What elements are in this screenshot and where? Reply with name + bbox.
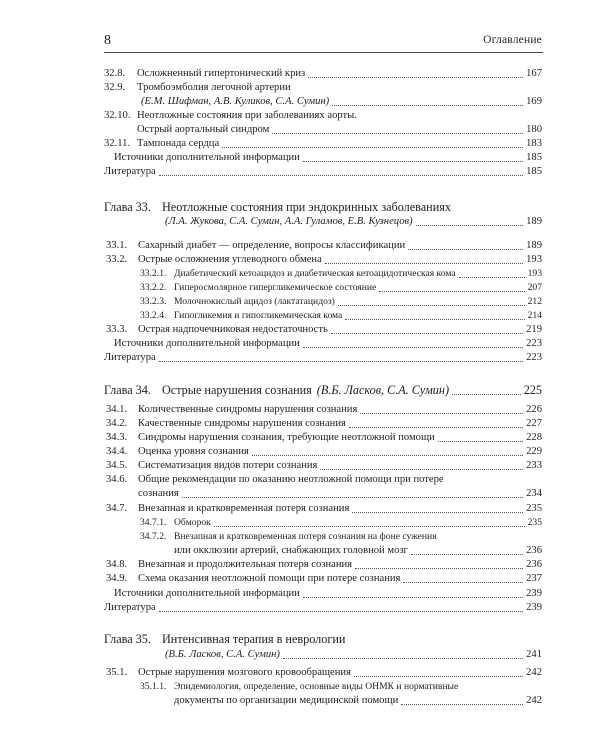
- dot-leader: [416, 225, 523, 226]
- author-line: (В.Б. Ласков, С.А. Сумин): [165, 649, 280, 660]
- entry-title: Внезапная и продолжительная потеря сознания: [138, 559, 353, 570]
- entry-title: Внезапная и кратковременная потеря сознания на фоне сужения: [174, 531, 437, 542]
- chapter-title: Неотложные состояния при эндокринных заболеваниях: [162, 200, 451, 214]
- section-number: 33.2.2.: [140, 282, 167, 293]
- page-ref: 235: [527, 517, 542, 528]
- toc-row: [0, 215, 600, 229]
- section-number: 34.2.: [106, 418, 128, 429]
- toc-row: [0, 295, 600, 309]
- toc-row: [0, 151, 600, 165]
- section-number: 35.1.1.: [140, 681, 167, 692]
- page-ref: 233: [526, 460, 542, 471]
- entry-title: Синдромы нарушения сознания, требующие неотложной помощи: [138, 432, 435, 443]
- dot-leader: [272, 133, 523, 134]
- dot-leader: [401, 704, 523, 705]
- toc-row: [0, 137, 600, 151]
- dot-leader: [331, 333, 523, 334]
- section-number: 32.10.: [104, 110, 131, 121]
- entry-title: Острый аортальный синдром: [137, 124, 270, 135]
- section-number: 34.3.: [106, 432, 128, 443]
- page-ref: 185: [526, 152, 542, 163]
- entry-title: сознания: [138, 488, 179, 499]
- dot-leader: [320, 469, 523, 470]
- section-number: 34.6.: [106, 474, 128, 485]
- entry-title: Гиперосмолярное гипергликемическое состояние: [174, 282, 377, 293]
- page-ref: 223: [526, 338, 542, 349]
- page-ref: 242: [526, 695, 542, 706]
- page-ref: 212: [527, 296, 542, 307]
- entry-title: Эпидемиология, определение, основные виды ОНМК и нормативные: [174, 681, 459, 692]
- toc-row: [0, 281, 600, 295]
- entry-title: Острая надпочечниковая недостаточность: [138, 324, 328, 335]
- toc-row: [0, 502, 600, 516]
- entry-title: Литература: [104, 602, 156, 613]
- toc-row: [0, 666, 600, 680]
- page-ref: 226: [526, 404, 542, 415]
- toc-row: [0, 239, 600, 253]
- page-ref: 228: [526, 432, 542, 443]
- dot-leader: [303, 347, 523, 348]
- entry-title: Гипогликемия и гипогликемическая кома: [174, 310, 343, 321]
- toc-row: [0, 459, 600, 473]
- page-ref: 237: [526, 573, 542, 584]
- dot-leader: [354, 676, 523, 677]
- dot-leader: [352, 512, 523, 513]
- page-ref: 183: [526, 138, 542, 149]
- entry-title: Тромбоэмболия легочной артерии: [137, 82, 291, 93]
- toc-row: [0, 95, 600, 109]
- chapter-title: Острые нарушения сознания: [162, 383, 312, 397]
- dot-leader: [159, 611, 523, 612]
- toc-row: [0, 309, 600, 323]
- entry-title: Острые осложнения углеводного обмена: [138, 254, 322, 265]
- dot-leader: [182, 497, 523, 498]
- page-ref: 227: [526, 418, 542, 429]
- page-ref: 235: [526, 503, 542, 514]
- toc-row: [0, 123, 600, 137]
- toc-row: [0, 403, 600, 417]
- section-number: 34.7.: [106, 503, 128, 514]
- entry-title: Неотложные состояния при заболеваниях аорты.: [137, 110, 357, 121]
- page-ref: 189: [526, 216, 542, 227]
- section-number: 34.7.2.: [140, 531, 167, 542]
- section-number: 32.11.: [104, 138, 131, 149]
- toc-row: [0, 632, 600, 647]
- page-ref: 219: [526, 324, 542, 335]
- page-ref: 239: [526, 602, 542, 613]
- section-number: 32.8.: [104, 68, 126, 79]
- page-ref: 189: [526, 240, 542, 251]
- page-ref: 236: [526, 545, 542, 556]
- page-ref: 214: [527, 310, 542, 321]
- toc-row: [0, 431, 600, 445]
- dot-leader: [303, 161, 523, 162]
- dot-leader: [159, 175, 523, 176]
- chapter-number: Глава 35.: [104, 632, 151, 646]
- section-number: 32.9.: [104, 82, 126, 93]
- chapter-number: Глава 33.: [104, 200, 151, 214]
- dot-leader: [332, 105, 523, 106]
- toc-row: [0, 323, 600, 337]
- author-line: (Л.А. Жукова, С.А. Сумин, А.А. Гуламов, Е.В. Кузнецов): [165, 216, 413, 227]
- page-ref: 241: [526, 649, 542, 660]
- page-ref: 242: [526, 667, 542, 678]
- entry-title: Литература: [104, 166, 156, 177]
- dot-leader: [403, 582, 523, 583]
- dot-leader: [459, 277, 525, 278]
- dot-leader: [411, 554, 523, 555]
- section-number: 34.7.1.: [140, 517, 167, 528]
- dot-leader: [360, 413, 523, 414]
- entry-title: Источники дополнительной информации: [114, 588, 300, 599]
- toc-row: [0, 200, 600, 215]
- entry-title: Оценка уровня сознания: [138, 446, 249, 457]
- section-number: 33.2.4.: [140, 310, 167, 321]
- dot-leader: [252, 455, 523, 456]
- section-number: 35.1.: [106, 667, 128, 678]
- toc-row: [0, 165, 600, 179]
- toc-row: [0, 530, 600, 544]
- section-number: 33.2.3.: [140, 296, 167, 307]
- dot-leader: [325, 263, 523, 264]
- toc-row: [0, 417, 600, 431]
- dot-leader: [379, 291, 524, 292]
- section-number: 33.1.: [106, 240, 128, 251]
- dot-leader: [408, 249, 523, 250]
- toc-row: [0, 487, 600, 501]
- entry-title: Источники дополнительной информации: [114, 338, 300, 349]
- dot-leader: [338, 305, 525, 306]
- toc-row: [0, 694, 600, 708]
- dot-leader: [283, 658, 523, 659]
- page-ref: 169: [526, 96, 542, 107]
- page-ref: 167: [526, 68, 542, 79]
- entry-title: Качественные синдромы нарушения сознания: [138, 418, 346, 429]
- page-ref: 229: [526, 446, 542, 457]
- author-line: (Е.М. Шифман, А.В. Куликов, С.А. Сумин): [141, 96, 330, 107]
- toc-row: [0, 473, 600, 487]
- toc-row: [0, 351, 600, 365]
- section-number: 34.9.: [106, 573, 128, 584]
- dot-leader: [355, 568, 523, 569]
- dot-leader: [349, 427, 523, 428]
- entry-title: Внезапная и кратковременная потеря сознания: [138, 503, 350, 514]
- page-number: 8: [104, 33, 111, 48]
- section-number: 33.2.: [106, 254, 128, 265]
- page-ref: 225: [523, 383, 542, 397]
- entry-title: Литература: [104, 352, 156, 363]
- page-ref: 207: [527, 282, 542, 293]
- page-ref: 185: [526, 166, 542, 177]
- section-number: 34.8.: [106, 559, 128, 570]
- section-number: 33.2.1.: [140, 268, 167, 279]
- dot-leader: [308, 77, 523, 78]
- entry-title: Осложненный гипертонический криз: [137, 68, 306, 79]
- dot-leader: [222, 147, 523, 148]
- entry-title: Количественные синдромы нарушения сознания: [138, 404, 358, 415]
- toc-row: [0, 572, 600, 586]
- toc-row: [0, 601, 600, 615]
- page-ref: 223: [526, 352, 542, 363]
- entry-title: Источники дополнительной информации: [114, 152, 300, 163]
- dot-leader: [345, 319, 524, 320]
- section-number: 34.4.: [106, 446, 128, 457]
- toc-row: [0, 648, 600, 662]
- dot-leader: [438, 441, 523, 442]
- entry-title: Диабетический кетоацидоз и диабетическая кетоацидотическая кома: [174, 268, 456, 279]
- toc-row: [0, 337, 600, 351]
- toc-row: [0, 267, 600, 281]
- toc-row: [0, 67, 600, 81]
- page-ref: 193: [527, 268, 542, 279]
- page-ref: 193: [526, 254, 542, 265]
- dot-leader: [159, 361, 523, 362]
- page-ref: 180: [526, 124, 542, 135]
- toc-row: [0, 253, 600, 267]
- toc-row: [0, 445, 600, 459]
- toc-row: [0, 680, 600, 694]
- toc-row: [0, 81, 600, 95]
- entry-title: Острые нарушения мозгового кровообращения: [138, 667, 351, 678]
- entry-title: Тампонада сердца: [137, 138, 220, 149]
- toc-row: [0, 544, 600, 558]
- chapter-number: Глава 34.: [104, 383, 151, 397]
- dot-leader: [452, 394, 521, 395]
- chapter-authors: (В.Б. Ласков, С.А. Сумин): [316, 383, 450, 397]
- toc-row: [0, 109, 600, 123]
- entry-title: Общие рекомендации по оказанию неотложной помощи при потере: [138, 474, 444, 485]
- section-number: 34.1.: [106, 404, 128, 415]
- toc-row: [0, 558, 600, 572]
- entry-title: Систематизация видов потери сознания: [138, 460, 318, 471]
- page-ref: 236: [526, 559, 542, 570]
- running-title: Оглавление: [483, 34, 542, 46]
- page-ref: 239: [526, 588, 542, 599]
- section-number: 33.3.: [106, 324, 128, 335]
- chapter-title: Интенсивная терапия в неврологии: [162, 632, 346, 646]
- entry-title: Схема оказания неотложной помощи при потере сознания: [138, 573, 401, 584]
- entry-title: Сахарный диабет — определение, вопросы классификации: [138, 240, 406, 251]
- page-ref: 234: [526, 488, 542, 499]
- entry-title: или окклюзии артерий, снабжающих головной мозг: [174, 545, 408, 556]
- entry-title: Молочнокислый ацидоз (лактатацидоз): [174, 296, 335, 307]
- section-number: 34.5.: [106, 460, 128, 471]
- dot-leader: [303, 597, 523, 598]
- toc-row: [0, 383, 600, 398]
- toc-row: [0, 587, 600, 601]
- dot-leader: [214, 526, 525, 527]
- entry-title: Обморок: [174, 517, 211, 528]
- entry-title: документы по организации медицинской помощи: [174, 695, 399, 706]
- toc-row: [0, 516, 600, 530]
